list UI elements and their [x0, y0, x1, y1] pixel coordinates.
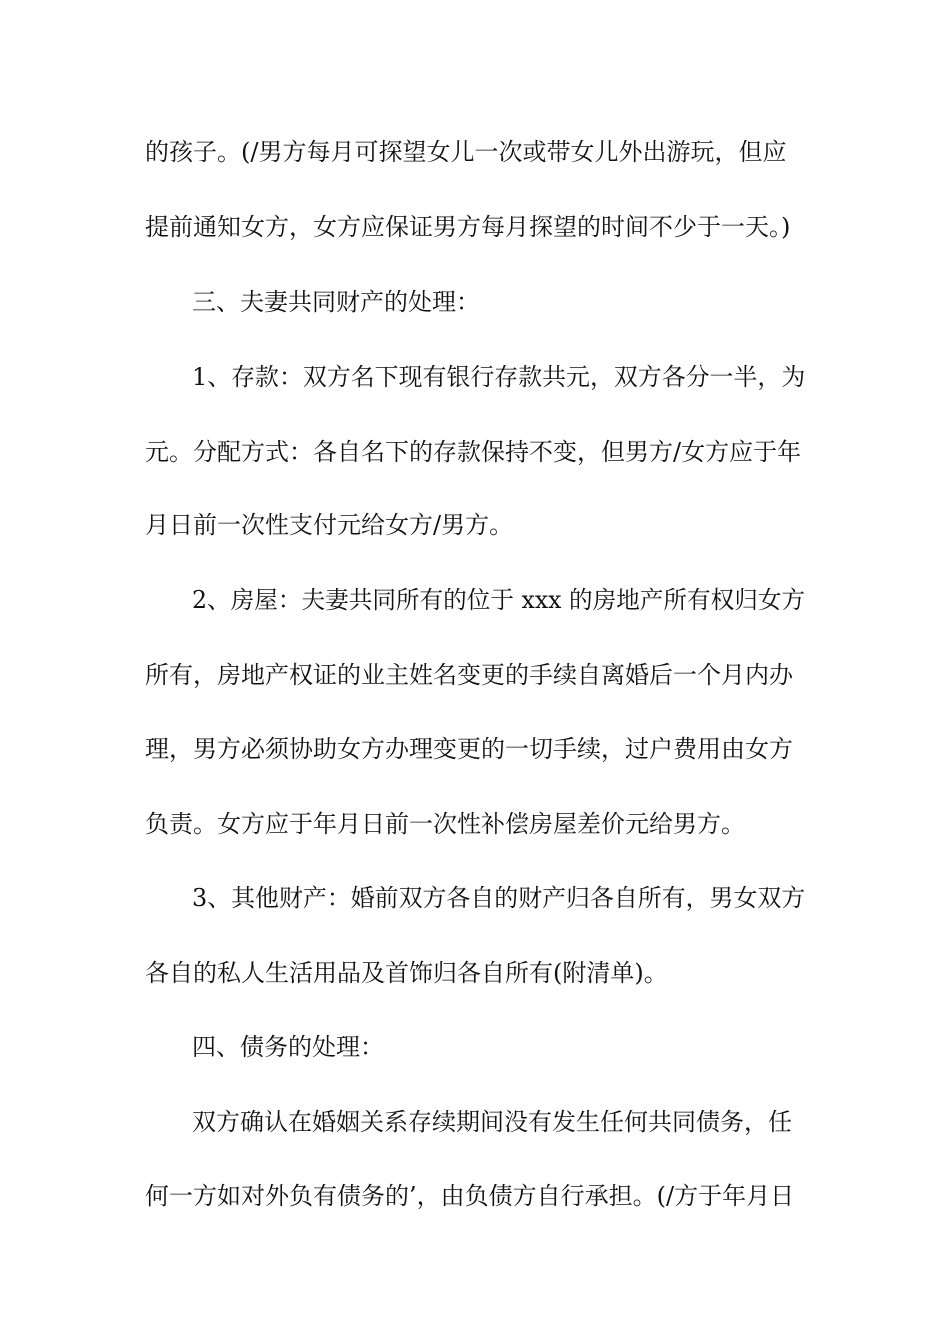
text-line: [0, 1102, 950, 1142]
text-line: [0, 132, 950, 172]
text-line-content: 理，男方必须协助女方办理变更的一切手续，过户费用由女方: [145, 735, 793, 763]
text-line-content: 负责。女方应于年月日前一次性补偿房屋差价元给男方。: [145, 810, 745, 838]
text-line-content: 2、房屋：夫妻共同所有的位于 xxx 的房地产所有权归女方: [192, 586, 806, 614]
text-line-content: 各自的私人生活用品及首饰归各自所有(附清单)。: [145, 959, 668, 987]
text-line: [0, 432, 950, 472]
text-line-content: 提前通知女方，女方应保证男方每月探望的时间不少于一天。): [145, 213, 791, 241]
text-line: [0, 357, 950, 397]
text-line-content: 所有，房地产权证的业主姓名变更的手续自离婚后一个月内办: [145, 661, 793, 689]
text-line-content: 1、存款：双方名下现有银行存款共元，双方各分一半，为: [192, 363, 806, 391]
section-heading: [0, 282, 950, 322]
section-heading: [0, 1027, 950, 1067]
text-line: [0, 207, 950, 247]
text-line-content: 月日前一次性支付元给女方/男方。: [145, 511, 514, 539]
text-line-content: 双方确认在婚姻关系存续期间没有发生任何共同债务，任: [192, 1108, 792, 1136]
text-line: [0, 505, 950, 545]
text-line: [0, 804, 950, 844]
text-line-content: 元。分配方式：各自名下的存款保持不变，但男方/女方应于年: [145, 438, 802, 466]
text-line: [0, 655, 950, 695]
section-heading-text: 四、债务的处理：: [192, 1033, 384, 1061]
text-line-content: 何一方如对外负有债务的’，由负债方自行承担。(/方于年月日: [145, 1182, 795, 1210]
text-line: [0, 580, 950, 620]
text-line: [0, 878, 950, 918]
text-line-content: 的孩子。(/男方每月可探望女儿一次或带女儿外出游玩，但应: [145, 138, 787, 166]
text-line: [0, 729, 950, 769]
section-heading-text: 三、夫妻共同财产的处理：: [192, 288, 480, 316]
text-line: [0, 1176, 950, 1216]
text-line: [0, 953, 950, 993]
text-line-content: 3、其他财产：婚前双方各自的财产归各自所有，男女双方: [192, 884, 806, 912]
